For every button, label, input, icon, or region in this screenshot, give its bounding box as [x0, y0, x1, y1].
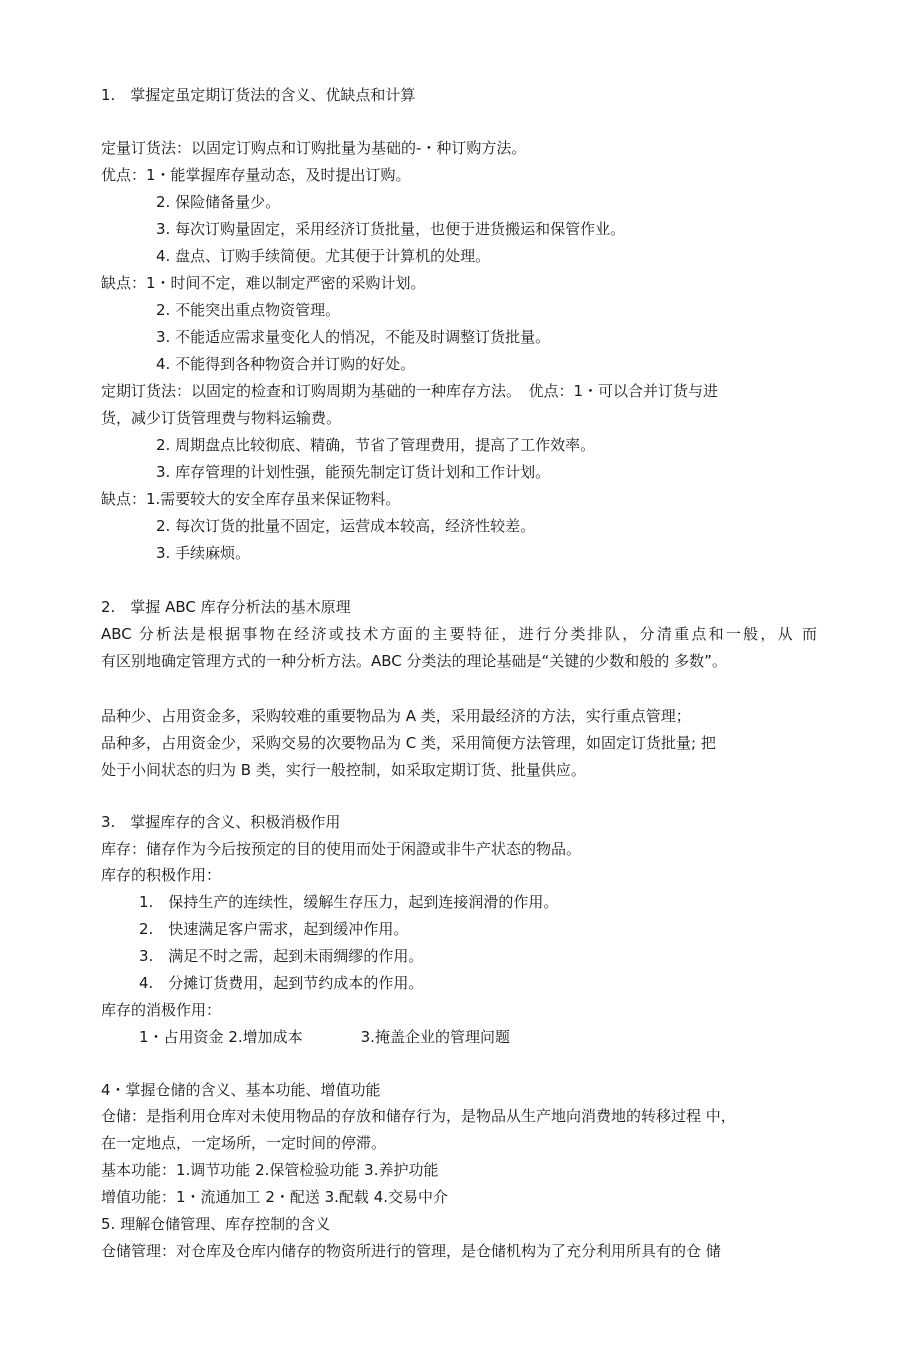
inventory-positive-1: 1. 保持生产的连续性，缓解生存压力，起到连接润滑的作用。: [139, 893, 559, 911]
fixed-disadvantage-3: 3. 不能适应需求量变化人的悄况，不能及时调整订货批量。: [156, 328, 551, 346]
fixed-disadvantage-2: 2. 不能突出重点物资管理。: [156, 301, 341, 319]
fixed-advantage-3: 3. 每次订购量固定，采用经济订货批量，也便于进货搬运和保管作业。: [156, 220, 626, 238]
periodic-disadvantage-1: 缺点：1.需要较大的安全库存虽来保证物料。: [101, 490, 401, 508]
fixed-disadvantage-4: 4. 不能得到各种物资合并订购的好处。: [156, 355, 416, 373]
periodic-definition-line-2: 货，减少订货管理费与物料运输费。: [101, 409, 342, 427]
inventory-positive-2: 2. 快速满足客户需求，起到缓冲作用。: [139, 920, 409, 938]
section-3-heading: 3. 掌握库存的含义、积极消极作用: [101, 813, 341, 831]
section-1-heading: 1. 掌握定虽定期订货法的含义、优缺点和计算: [101, 86, 416, 104]
section-4-heading: 4・掌握仓储的含义、基本功能、增值功能: [101, 1081, 381, 1099]
abc-class-a: 品种少、占用资金多，采购较难的重要物品为 A 类，采用最经济的方法，实行重点管理；: [101, 707, 691, 725]
inventory-negative-3: 3.掩盖企业的管理问题: [360, 1028, 510, 1046]
abc-definition-line-1: ABC 分析法是根据事物在经济或技术方面的主要特征，进行分类排队，分清重点和一般，从 而: [101, 625, 817, 643]
abc-class-c: 品种多，占用资金少，采购交易的次要物品为 C 类，采用简便方法管理，如固定订货批量; 把: [101, 734, 716, 752]
section-5-heading: 5. 理解仓储管理、库存控制的含义: [101, 1215, 331, 1233]
periodic-advantage-3: 3. 库存管理的计划性强，能预先制定订货计划和工作计划。: [156, 463, 551, 481]
inventory-positive-3: 3. 满足不时之需，起到未雨绸缪的作用。: [139, 947, 424, 965]
periodic-advantage-2: 2. 周期盘点比较彻底、精确，节省了管理费用，提高了工作效率。: [156, 436, 596, 454]
periodic-disadvantage-2: 2. 每次订货的批量不固定，运营成本较高，经济性较差。: [156, 517, 536, 535]
warehousing-definition-line-1: 仓储：是指利用仓库对未使用物品的存放和储存行为，是物品从生产地向消费地的转移过程 中，: [101, 1107, 736, 1125]
fixed-advantage-4: 4. 盘点、订购手续简便。尤其便于计算机的处理。: [156, 247, 491, 265]
fixed-advantage-2: 2. 保险储备量少。: [156, 193, 281, 211]
warehousing-definition-line-2: 在一定地点，一定场所，一定时间的停滞。: [101, 1134, 387, 1152]
fixed-disadvantage-1: 缺点：1・时间不定，难以制定严密的采购计划。: [101, 274, 426, 292]
value-added-functions: 增值功能：1・流通加工 2・配送 3.配载 4.交易中介: [101, 1188, 449, 1206]
periodic-definition-line-1: 定期订货法：以固定的检查和订购周期为基础的一种库存方法。 优点：1・可以合并订货与进: [101, 382, 719, 400]
inventory-positive-label: 库存的积极作用：: [101, 866, 222, 884]
periodic-disadvantage-3: 3. 手续麻烦。: [156, 544, 251, 562]
inventory-negative-items: [139, 1024, 510, 1051]
abc-class-b: 处于小间状态的归为 B 类，实行一般控制，如采取定期订货、批量供应。: [101, 761, 586, 779]
inventory-definition: 库存：储存作为今后按预定的目的使用而处于闲證或非牛产状态的物品。: [101, 840, 582, 858]
fixed-quantity-definition: 定量订货法：以固定订购点和订购批量为基础的-・种订购方法。: [101, 139, 527, 157]
basic-functions: 基本功能：1.调节功能 2.保管检验功能 3.养护功能: [101, 1161, 439, 1179]
fixed-advantage-1: 优点：1・能掌握库存量动态，及时提出订购。: [101, 166, 411, 184]
warehouse-management-definition: 仓储管理：对仓库及仓库内储存的物资所进行的管理，是仓储机构为了充分利用所具有的仓 储: [101, 1242, 721, 1260]
inventory-negative-label: 库存的消极作用：: [101, 1001, 222, 1019]
inventory-negative-2: 2.增加成本: [228, 1028, 303, 1046]
inventory-positive-4: 4. 分摊订货费用，起到节约成本的作用。: [139, 974, 424, 992]
section-2-heading: 2. 掌握 ABC 库存分析法的基木原理: [101, 598, 351, 616]
abc-definition-line-2: 有区别地确定管理方式的一种分析方法。ABC 分类法的理论基础是“关键的少数和般的 多数”。: [101, 652, 727, 670]
inventory-negative-1: 1・占用资金: [139, 1028, 224, 1046]
